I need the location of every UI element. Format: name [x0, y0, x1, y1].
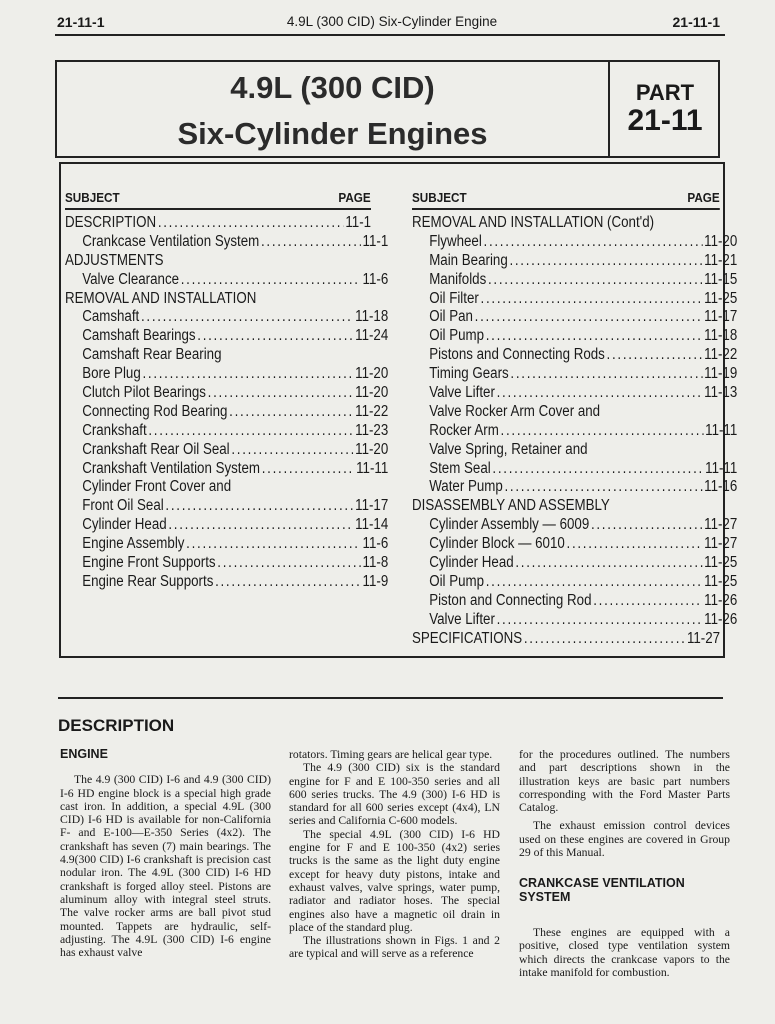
toc-entry [412, 535, 737, 554]
running-title: 4.9L (300 CID) Six-Cylinder Engine [286, 14, 498, 29]
toc-list-left [65, 214, 389, 592]
toc-entry-label: Flywheel [429, 232, 482, 250]
toc-entry-label: Crankshaft Ventilation System [82, 459, 261, 477]
toc-entry-label: Cylinder Block — 6010 [429, 535, 565, 553]
toc-entry [65, 233, 388, 252]
toc-entry-label: Cylinder Front Cover and [82, 478, 232, 496]
toc-entry [65, 478, 388, 497]
dot-leader [229, 403, 353, 421]
toc-entry-label: Bore Plug [82, 365, 141, 383]
toc-entry-label: Valve Rocker Arm Cover and [429, 402, 601, 420]
toc-entry-label: Valve Lifter [429, 610, 495, 628]
toc-entry-page: 11-11 [705, 421, 738, 439]
toc-entry-page: 11-16 [704, 478, 738, 496]
toc-entry [65, 365, 388, 384]
toc-entry-page: 11-25 [704, 554, 738, 572]
page-header: PAGE [687, 190, 720, 205]
toc-entry [412, 573, 737, 592]
subject-header: SUBJECT [65, 190, 120, 205]
toc-entry [65, 271, 388, 290]
toc-entry-label: Stem Seal [429, 459, 491, 477]
table-of-contents [59, 162, 738, 658]
toc-entry-page: 11-18 [355, 308, 389, 326]
dot-leader [168, 516, 353, 534]
toc-entry [412, 346, 737, 365]
toc-entry-label: Oil Filter [429, 289, 479, 307]
toc-entry-label: Front Oil Seal [82, 497, 164, 515]
toc-column-left [65, 186, 389, 592]
toc-entry-page: 11-20 [355, 440, 389, 458]
dot-leader [492, 460, 703, 478]
page-number-left: 21-11-1 [57, 14, 105, 30]
dot-leader [142, 365, 353, 383]
toc-entry-label: Crankshaft Rear Oil Seal [82, 440, 230, 458]
toc-entry-label: Camshaft [82, 308, 140, 326]
toc-entry [65, 308, 388, 327]
toc-entry-label: Pistons and Connecting Rods [429, 346, 605, 364]
title-line-1: 4.9L (300 CID) [230, 70, 435, 105]
toc-entry-label: Rocker Arm [429, 421, 499, 439]
dot-leader [591, 516, 702, 534]
toc-entry [412, 290, 737, 309]
toc-entry-label: Cylinder Assembly — 6009 [429, 516, 590, 534]
dot-leader [481, 290, 703, 308]
toc-entry [65, 252, 371, 271]
section-heading-description: DESCRIPTION [58, 716, 175, 735]
toc-entry-page: 11-22 [355, 402, 389, 420]
toc-entry [65, 327, 388, 346]
toc-entry-page: 11-9 [362, 572, 389, 590]
dot-leader [510, 365, 702, 383]
dot-leader [607, 346, 703, 364]
dot-leader [208, 384, 354, 402]
toc-entry-page: 11-17 [704, 308, 738, 326]
title-block [55, 60, 720, 158]
toc-entry-label: Valve Lifter [429, 384, 495, 402]
toc-entry [412, 365, 737, 384]
toc-entry [412, 308, 737, 327]
dot-leader [262, 460, 355, 478]
toc-entry-label: Manifolds [429, 270, 487, 288]
page-header: PAGE [338, 190, 371, 205]
toc-entry-page: 11-15 [704, 270, 738, 288]
toc-entry [65, 460, 388, 479]
toc-entry-label: Valve Spring, Retainer and [429, 440, 588, 458]
toc-entry-page: 11-11 [356, 459, 389, 477]
dot-leader [509, 252, 702, 270]
toc-entry [65, 422, 388, 441]
toc-entry-label: Cylinder Head [429, 554, 514, 572]
paragraph: The 4.9 (300 CID) six is the standard engine for F and E 100-350 series and all 600 series trucks. The 4.9 (300) I-6 HD is standard for all 600 series except (4x4), LN series and California C-600 models. [289, 761, 500, 828]
toc-entry-page: 11-26 [704, 591, 738, 609]
toc-entry-label: Cylinder Head [82, 516, 167, 534]
toc-entry-page: 11-23 [355, 421, 389, 439]
toc-entry [412, 611, 737, 630]
toc-entry-label: REMOVAL AND INSTALLATION (Cont'd) [412, 214, 655, 231]
toc-entry [65, 214, 371, 233]
dot-leader [217, 554, 361, 572]
toc-entry [65, 516, 388, 535]
dot-leader [181, 271, 361, 289]
dot-leader [497, 384, 703, 402]
toc-entry-label: Crankshaft [82, 421, 147, 439]
toc-entry-label: Main Bearing [429, 251, 508, 269]
toc-entry-page: 11-20 [355, 365, 389, 383]
toc-entry [412, 516, 737, 535]
toc-entry [65, 346, 388, 365]
toc-entry-label: DISASSEMBLY AND ASSEMBLY [412, 497, 610, 515]
dot-leader [486, 327, 703, 345]
title-line-2: Six-Cylinder Engines [177, 116, 488, 151]
toc-entry-page: 11-20 [704, 232, 738, 250]
toc-column-right [412, 186, 738, 648]
body-column-2 [289, 748, 500, 961]
toc-entry [412, 441, 737, 460]
dot-leader [215, 573, 361, 591]
dot-leader [567, 535, 703, 553]
part-number: 21-11 [627, 104, 703, 137]
toc-entry-page: 11-1 [362, 232, 389, 250]
toc-entry [412, 327, 737, 346]
toc-column-header [412, 186, 720, 210]
toc-entry [412, 384, 737, 403]
toc-entry-label: DESCRIPTION [65, 214, 157, 231]
paragraph: The special 4.9L (300 CID) I-6 HD engine for F and E 100-350 (4x2) series trucks is the same as the light duty engine except for heavy duty pistons, intake and exhaust valves, valve springs, water pump, radiator and radiator hoses. The special engines also have a magnetic oil drain in place of the standard plug. [289, 827, 500, 934]
dot-leader [261, 233, 361, 251]
subheading-engine: ENGINE [60, 747, 108, 761]
subject-header: SUBJECT [412, 190, 467, 205]
paragraph: for the procedures outlined. The numbers and part descriptions shown in the illustration keys are basic part numbers corresponding with the Ford Master Parts Catalog. [519, 748, 730, 815]
toc-entry-page: 11-22 [704, 346, 738, 364]
toc-entry-page: 11-17 [355, 497, 389, 515]
toc-entry-page: 11-13 [704, 384, 738, 402]
dot-leader [497, 611, 703, 629]
toc-entry-label: Connecting Rod Bearing [82, 402, 228, 420]
toc-entry-label: Piston and Connecting Rod [429, 591, 592, 609]
header-rule [55, 34, 725, 36]
toc-entry-page: 11-27 [686, 629, 721, 647]
dot-leader [484, 233, 703, 251]
toc-entry-label: Oil Pump [429, 327, 485, 345]
dot-leader [197, 327, 353, 345]
toc-entry-label: Crankcase Ventilation System [82, 232, 260, 250]
toc-entry-label: SPECIFICATIONS [412, 629, 523, 647]
paragraph: rotators. Timing gears are helical gear type. [289, 748, 493, 761]
dot-leader [158, 214, 344, 232]
toc-entry-label: Camshaft Rear Bearing [82, 346, 222, 364]
page-number-right: 21-11-1 [672, 14, 720, 30]
dot-leader [505, 478, 703, 496]
toc-entry [412, 233, 737, 252]
toc-entry-page: 11-1 [345, 214, 372, 231]
body-column-1 [60, 748, 271, 959]
toc-entry-label: Oil Pump [429, 572, 485, 590]
toc-entry [65, 441, 388, 460]
dot-leader [501, 422, 704, 440]
toc-entry-label: Clutch Pilot Bearings [82, 384, 206, 402]
toc-entry [65, 290, 371, 309]
toc-list-right [412, 214, 738, 648]
toc-entry [412, 592, 737, 611]
toc-entry-page: 11-18 [704, 327, 738, 345]
toc-entry-page: 11-25 [704, 289, 738, 307]
toc-entry [412, 460, 737, 479]
toc-entry [65, 573, 388, 592]
toc-entry-label: Engine Rear Supports [82, 572, 214, 590]
dot-leader [148, 422, 353, 440]
toc-column-header [65, 186, 371, 210]
toc-entry-page: 11-6 [362, 535, 389, 553]
toc-entry-label: Camshaft Bearings [82, 327, 196, 345]
toc-entry-page: 11-14 [355, 516, 389, 534]
dot-leader [165, 497, 353, 515]
dot-leader [141, 308, 353, 326]
toc-entry-label: Oil Pan [429, 308, 473, 326]
toc-entry [412, 271, 737, 290]
dot-leader [186, 535, 361, 553]
dot-leader [475, 308, 703, 326]
body-column-3 [519, 748, 730, 979]
toc-entry-page: 11-25 [704, 572, 738, 590]
toc-entry [412, 497, 720, 516]
paragraph: These engines are equipped with a positive, closed type ventilation system which directs the crankcase vapors to the intake manifold for combustion. [519, 925, 730, 979]
toc-entry [412, 478, 737, 497]
toc-entry-label: Engine Front Supports [82, 554, 216, 572]
dot-leader [486, 573, 703, 591]
dot-leader [524, 630, 685, 648]
toc-entry-label: Timing Gears [429, 365, 509, 383]
section-rule [58, 697, 723, 699]
toc-entry-page: 11-24 [355, 327, 389, 345]
toc-entry [412, 630, 720, 649]
toc-entry [412, 554, 737, 573]
toc-entry-label: REMOVAL AND INSTALLATION [65, 289, 257, 307]
part-label: PART [635, 80, 695, 105]
subheading-crankcase-ventilation: CRANKCASE VENTILATION SYSTEM [519, 876, 685, 904]
toc-entry-label: ADJUSTMENTS [65, 251, 164, 269]
toc-entry-label: Valve Clearance [82, 270, 180, 288]
toc-entry-label: Water Pump [429, 478, 503, 496]
dot-leader [515, 554, 702, 572]
dot-leader [488, 271, 702, 289]
toc-entry-page: 11-21 [704, 251, 738, 269]
toc-entry [65, 403, 388, 422]
toc-entry [412, 252, 737, 271]
toc-entry [412, 214, 720, 233]
toc-entry-page: 11-27 [704, 535, 738, 553]
toc-entry-page: 11-27 [704, 516, 738, 534]
toc-entry [65, 554, 388, 573]
dot-leader [593, 592, 702, 610]
toc-entry [65, 384, 388, 403]
paragraph: The 4.9 (300 CID) I-6 and 4.9 (300 CID) I-6 HD engine block is a special high grade cast iron. In addition, a special 4.9L (300 CID) I-6 HD is available for non-California F- and E-100—E-350 Series (4x2). The crankshaft has seven (7) main bearings. The 4.9(300 CID) I-6 crankshaft is precision cast nodular iron. The 4.9L (300 CID) I-6 HD crankshaft is forged alloy steel. Pistons are aluminum alloy with integral steel struts. The valve rocker arms are ball pivot stud mounted. Tappets are hydraulic, self-adjusting. The 4.9L (300 CID) I-6 engine has exhaust valve [60, 773, 271, 960]
paragraph: The illustrations shown in Figs. 1 and 2 are typical and will serve as a reference [289, 934, 500, 961]
toc-entry [65, 535, 388, 554]
toc-entry-page: 11-11 [705, 459, 738, 477]
toc-entry-page: 11-20 [355, 384, 389, 402]
toc-entry [412, 403, 737, 422]
toc-entry-page: 11-6 [362, 270, 389, 288]
toc-entry [65, 497, 388, 516]
toc-entry-page: 11-8 [362, 554, 389, 572]
paragraph: The exhaust emission control devices used on these engines are covered in Group 29 of this Manual. [519, 819, 730, 860]
toc-entry [412, 422, 737, 441]
toc-entry-page: 11-26 [704, 610, 738, 628]
toc-entry-page: 11-19 [704, 365, 738, 383]
dot-leader [231, 441, 353, 459]
toc-entry-label: Engine Assembly [82, 535, 185, 553]
